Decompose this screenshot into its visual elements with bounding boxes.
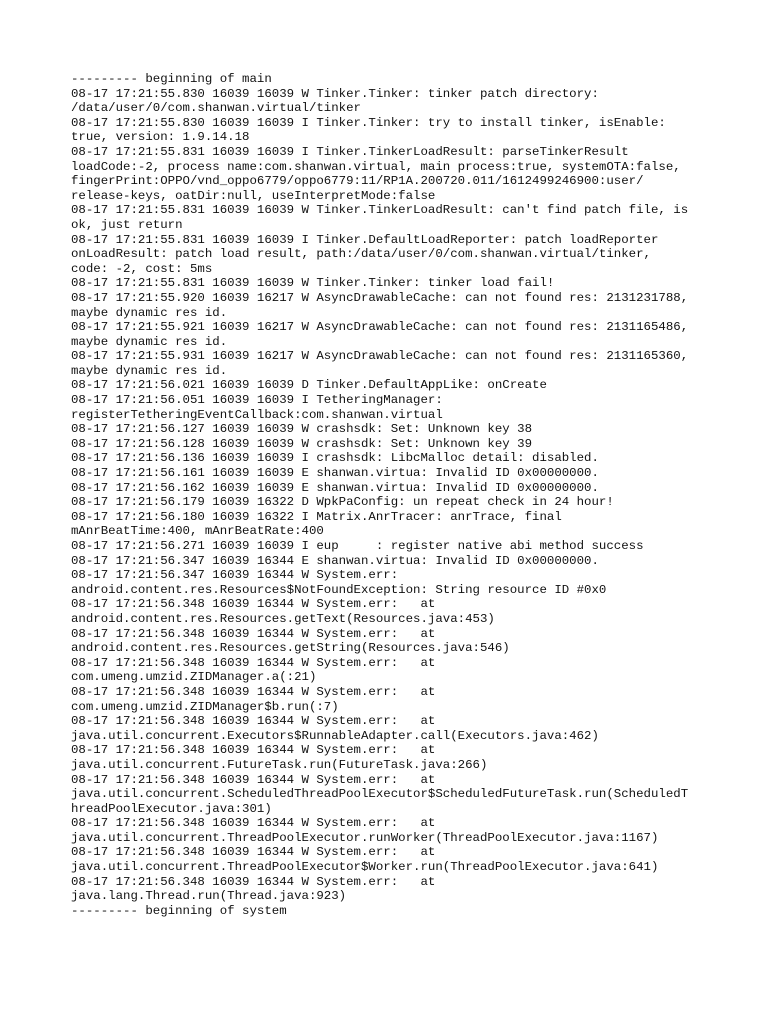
- log-line: /data/user/0/com.shanwan.virtual/tinker: [71, 101, 361, 116]
- log-line: loadCode:-2, process name:com.shanwan.virtual, main process:true, systemOTA:false,: [71, 159, 681, 174]
- log-line: 08-17 17:21:56.347 16039 16344 E shanwan.virtua: Invalid ID 0x00000000.: [71, 553, 599, 568]
- log-line: 08-17 17:21:55.920 16039 16217 W AsyncDrawableCache: can not found res: 2131231788,: [71, 290, 689, 305]
- log-line: onLoadResult: patch load result, path:/data/user/0/com.shanwan.virtual/tinker,: [71, 247, 651, 262]
- log-line: 08-17 17:21:55.831 16039 16039 W Tinker.Tinker: tinker load fail!: [71, 276, 555, 291]
- log-line: 08-17 17:21:56.348 16039 16344 W System.err: at: [71, 816, 436, 831]
- log-line: java.util.concurrent.FutureTask.run(FutureTask.java:266): [71, 757, 488, 772]
- log-line: java.lang.Thread.run(Thread.java:923): [71, 889, 347, 904]
- log-line: 08-17 17:21:56.347 16039 16344 W System.err:: [71, 568, 399, 583]
- log-line: --------- beginning of system: [71, 903, 287, 918]
- log-line: 08-17 17:21:56.348 16039 16344 W System.err: at: [71, 874, 436, 889]
- log-line: 08-17 17:21:56.271 16039 16039 I eup : register native abi method success: [71, 539, 644, 553]
- log-line: maybe dynamic res id.: [71, 305, 228, 320]
- log-line: 08-17 17:21:56.348 16039 16344 W System.err: at: [71, 772, 436, 787]
- log-line: com.umeng.umzid.ZIDManager$b.run(:7): [71, 699, 339, 714]
- log-line: registerTetheringEventCallback:com.shanwan.virtual: [71, 407, 443, 422]
- log-line: true, version: 1.9.14.18: [71, 130, 250, 145]
- log-line: 08-17 17:21:55.921 16039 16217 W AsyncDrawableCache: can not found res: 2131165486,: [71, 320, 689, 335]
- log-text-block: [71, 72, 711, 918]
- log-line: release-keys, oatDir:null, useInterpretMode:false: [71, 188, 436, 203]
- log-line: maybe dynamic res id.: [71, 334, 228, 349]
- log-line: 08-17 17:21:56.179 16039 16322 D WpkPaConfig: un repeat check in 24 hour!: [71, 495, 614, 510]
- log-line: 08-17 17:21:55.831 16039 16039 W Tinker.TinkerLoadResult: can't find patch file, is: [71, 203, 689, 218]
- log-line: mAnrBeatTime:400, mAnrBeatRate:400: [71, 524, 324, 539]
- log-line: 08-17 17:21:56.021 16039 16039 D Tinker.DefaultAppLike: onCreate: [71, 378, 547, 393]
- log-line: 08-17 17:21:56.348 16039 16344 W System.err: at: [71, 845, 436, 860]
- log-line: 08-17 17:21:55.830 16039 16039 W Tinker.Tinker: tinker patch directory:: [71, 86, 599, 101]
- log-line: 08-17 17:21:56.136 16039 16039 I crashsdk: LibcMalloc detail: disabled.: [71, 451, 599, 466]
- log-line: 08-17 17:21:56.348 16039 16344 W System.err: at: [71, 684, 436, 699]
- log-line: java.util.concurrent.Executors$RunnableAdapter.call(Executors.java:462): [71, 728, 599, 743]
- log-line: android.content.res.Resources$NotFoundException: String resource ID #0x0: [71, 582, 607, 597]
- log-line: 08-17 17:21:56.348 16039 16344 W System.err: at: [71, 714, 436, 729]
- log-line: maybe dynamic res id.: [71, 363, 228, 378]
- log-line: 08-17 17:21:56.051 16039 16039 I TetheringManager:: [71, 393, 443, 408]
- log-line: java.util.concurrent.ThreadPoolExecutor$Worker.run(ThreadPoolExecutor.java:641): [71, 860, 659, 875]
- log-line: 08-17 17:21:56.161 16039 16039 E shanwan.virtua: Invalid ID 0x00000000.: [71, 466, 599, 481]
- log-line: 08-17 17:21:55.830 16039 16039 I Tinker.Tinker: try to install tinker, isEnable:: [71, 115, 666, 130]
- log-line: 08-17 17:21:56.127 16039 16039 W crashsdk: Set: Unknown key 38: [71, 422, 533, 437]
- log-line: com.umeng.umzid.ZIDManager.a(:21): [71, 670, 317, 685]
- log-line: 08-17 17:21:55.831 16039 16039 I Tinker.TinkerLoadResult: parseTinkerResult: [71, 144, 629, 159]
- log-line: 08-17 17:21:56.348 16039 16344 W System.err: at: [71, 655, 436, 670]
- log-line: --------- beginning of main: [71, 72, 272, 86]
- log-line: android.content.res.Resources.getString(Resources.java:546): [71, 641, 510, 656]
- log-line: 08-17 17:21:56.348 16039 16344 W System.err: at: [71, 626, 436, 641]
- log-line: hreadPoolExecutor.java:301): [71, 801, 272, 816]
- log-line: 08-17 17:21:56.348 16039 16344 W System.err: at: [71, 743, 436, 758]
- log-line: fingerPrint:OPPO/vnd_oppo6779/oppo6779:11/RP1A.200720.011/1612499246900:user/: [71, 174, 644, 189]
- log-line: 08-17 17:21:56.180 16039 16322 I Matrix.AnrTracer: anrTrace, final: [71, 509, 562, 524]
- log-line: 08-17 17:21:56.162 16039 16039 E shanwan.virtua: Invalid ID 0x00000000.: [71, 480, 599, 495]
- log-line: android.content.res.Resources.getText(Resources.java:453): [71, 611, 495, 626]
- log-line: java.util.concurrent.ThreadPoolExecutor.runWorker(ThreadPoolExecutor.java:1167): [71, 830, 659, 845]
- log-line: 08-17 17:21:56.128 16039 16039 W crashsdk: Set: Unknown key 39: [71, 436, 533, 451]
- log-line: ok, just return: [71, 217, 183, 232]
- log-line: 08-17 17:21:56.348 16039 16344 W System.err: at: [71, 597, 436, 612]
- log-line: code: -2, cost: 5ms: [71, 261, 213, 276]
- log-line: 08-17 17:21:55.931 16039 16217 W AsyncDrawableCache: can not found res: 2131165360,: [71, 349, 689, 364]
- log-line: 08-17 17:21:55.831 16039 16039 I Tinker.DefaultLoadReporter: patch loadReporter: [71, 232, 659, 247]
- log-line: java.util.concurrent.ScheduledThreadPoolExecutor$ScheduledFutureTask.run(ScheduledT: [71, 787, 689, 802]
